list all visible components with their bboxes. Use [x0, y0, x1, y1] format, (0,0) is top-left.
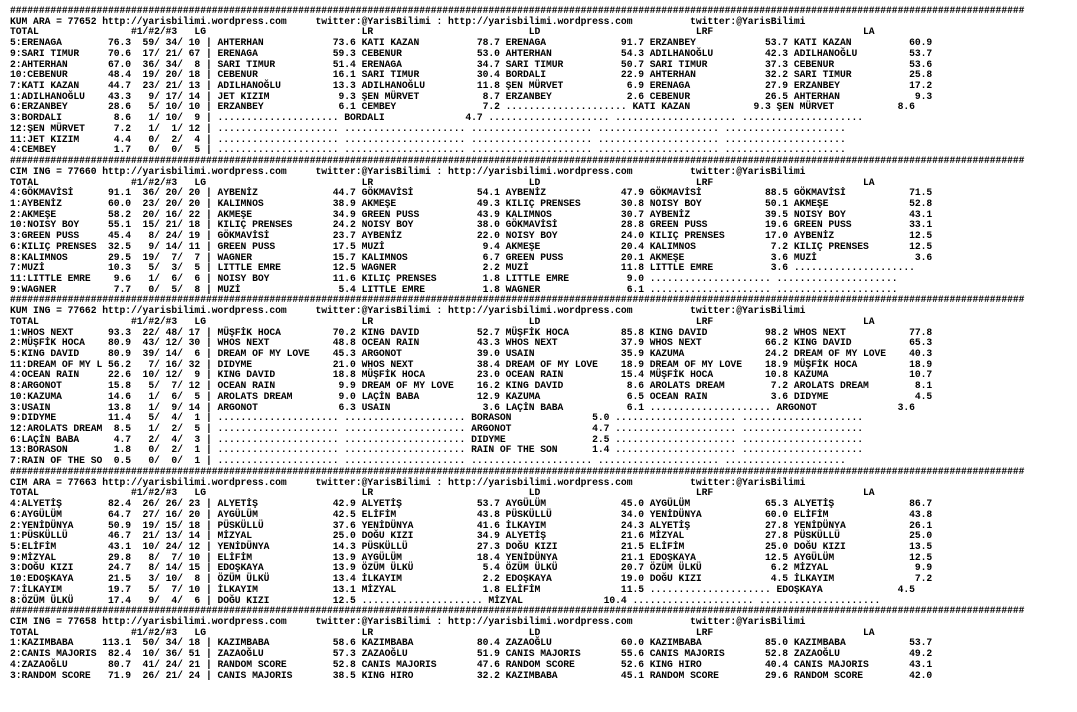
data-row: 12:AROLATS DREAM 8.5 1/ 2/ 5 | ..................... ..................... ARGONOT 4.7 ..................... ..................... — [10, 423, 863, 435]
data-row: 10:CEBENUR 48.4 19/ 20/ 18 | CEBENUR 16.1 SARI TIMUR 30.4 BORDALI 22.9 AHTERHAN 32.2 SARI TIMUR 25.8 — [10, 69, 933, 81]
data-row: 4:CEMBEY 1.7 0/ 0/ 5 | ..................... ..................... ..................... ..................... ..................... — [10, 144, 846, 156]
data-row: 6:KILIÇ PRENSES 32.5 9/ 14/ 11 | GREEN PUSS 17.5 MUZİ 9.4 AKMEŞE 20.4 KALIMNOS 7.2 KILIÇ PRENSES 12.5 — [10, 240, 933, 252]
data-row: 1:AYBENİZ 60.0 23/ 20/ 20 | KALIMNOS 38.9 AKMEŞE 49.3 KILIÇ PRENSES 30.8 NOISY BOY 50.1 AKMEŞE 52.8 — [10, 197, 933, 209]
data-row: 9:SARI TIMUR 70.6 17/ 21/ 67 | ERENAGA 59.3 CEBENUR 53.0 AHTERHAN 54.3 ADILHANOĞLU 42.3 ADILHANOĞLU 53.7 — [10, 47, 933, 59]
data-row: 5:ELİFİM 43.1 10/ 24/ 12 | YENİDÜNYA 14.3 PÜSKÜLLÜ 27.3 DOĞU KIZI 21.5 ELİFİM 25.0 DOĞU KIZI 13.5 — [10, 540, 933, 552]
data-row: 3:GREEN PUSS 45.4 8/ 24/ 19 | GÖKMAVİSİ 23.7 AYBENİZ 22.0 NOISY BOY 24.0 KILIÇ PRENSES 17.0 AYBENİZ 12.5 — [10, 230, 933, 242]
data-row: 11:JET KIZIM 4.4 0/ 2/ 4 | ..................... ..................... ..................... ..................... ..................... — [10, 133, 846, 145]
data-row: 5:ERENAGA 76.3 59/ 34/ 10 | AHTERHAN 73.6 KATI KAZAN 78.7 ERENAGA 91.7 ERZANBEY 53.7 KATI KAZAN 60.9 — [10, 37, 933, 49]
data-row: 1:WHOS NEXT 93.3 22/ 48/ 17 | MÜŞFİK HOCA 70.2 KING DAVID 52.7 MÜŞFİK HOCA 85.8 KING DAVID 98.2 WHOS NEXT 77.8 — [10, 326, 933, 338]
data-row: 2:YENİDÜNYA 50.9 19/ 15/ 18 | PÜSKÜLLÜ 37.6 YENİDÜNYA 41.6 İLKAYIM 24.3 ALYETİŞ 27.8 YENİDÜNYA 26.1 — [10, 519, 933, 531]
data-row: 4:GÖKMAVİSİ 91.1 36/ 20/ 20 | AYBENİZ 44.7 GÖKMAVİSİ 54.1 AYBENİZ 47.9 GÖKMAVİSİ 88.5 GÖKMAVİSİ 71.5 — [10, 187, 933, 199]
data-row: 7:MUZİ 10.3 5/ 3/ 5 | LITTLE EMRE 12.5 WAGNER 2.2 MUZİ 11.8 LITTLE EMRE 3.6 ..................... — [10, 262, 915, 274]
separator-line: ################################################################################################################################################################################ — [10, 5, 1025, 16]
separator-line: ################################################################################################################################################################################ — [10, 465, 1025, 477]
data-row: 8:KALIMNOS 29.5 19/ 7/ 7 | WAGNER 15.7 KALIMNOS 6.7 GREEN PUSS 20.1 AKMEŞE 3.6 MUZİ 3.6 — [10, 251, 933, 263]
data-row: 13:BORASON 1.8 0/ 2/ 1 | ..................... ..................... RAIN OF THE SON 1.4 ..................... ..................... — [10, 444, 863, 456]
data-row: 7:İLKAYIM 19.7 5/ 7/ 10 | İLKAYIM 13.1 MİZYAL 1.8 ELİFİM 11.5 ..................... EDOŞKAYA 4.5 — [10, 583, 915, 595]
data-row: 10:EDOŞKAYA 21.5 3/ 10/ 8 | ÖZÜM ÜLKÜ 13.4 İLKAYIM 2.2 EDOŞKAYA 19.0 DOĞU KIZI 4.5 İLKAYIM 7.2 — [10, 573, 933, 585]
data-row: 6:AYGÜLÜM 64.7 27/ 16/ 20 | AYGÜLÜM 42.5 ELİFİM 43.8 PÜSKÜLLÜ 34.0 YENİDÜNYA 60.0 ELİFİM 43.8 — [10, 508, 933, 520]
data-row: 6:ERZANBEY 28.6 5/ 10/ 10 | ERZANBEY 6.1 CEMBEY 7.2 ..................... KATI KAZAN 9.3 ŞEN MÜRVET 8.6 — [10, 101, 915, 113]
data-row: 1:PÜSKÜLLÜ 46.7 21/ 13/ 14 | MİZYAL 25.0 DOĞU KIZI 34.9 ALYETİŞ 21.6 MİZYAL 27.8 PÜSKÜLLÜ 25.0 — [10, 530, 933, 542]
data-row: 12:ŞEN MÜRVET 7.2 1/ 1/ 12 | ..................... ..................... ..................... ..................... ..................... — [10, 122, 846, 134]
data-row: 2:CANIS MAJORIS 82.4 10/ 36/ 51 | ZAZAOĞLU 57.3 ZAZAOĞLU 51.9 CANIS MAJORIS 55.6 CANIS MAJORIS 52.8 ZAZAOĞLU 49.2 — [10, 648, 933, 660]
column-header-line: TOTAL #1/#2/#3 LG LR LD LRF LA — [10, 315, 875, 327]
data-row: 8:ARGONOT 15.8 5/ 7/ 12 | OCEAN RAIN 9.9 DREAM OF MY LOVE 16.2 KING DAVID 8.6 AROLATS DREAM 7.2 AROLATS DREAM 8.1 — [10, 380, 933, 392]
data-row: 5:KING DAVID 80.9 39/ 14/ 6 | DREAM OF MY LOVE 45.3 ARGONOT 39.0 USAIN 35.9 KAZUMA 24.2 DREAM OF MY LOVE 40.3 — [10, 348, 933, 359]
data-row: 1:KAZIMBABA 113.1 50/ 34/ 18 | KAZIMBABA 58.6 KAZIMBABA 80.4 ZAZAOĞLU 60.0 KAZIMBABA 85.0 KAZIMBABA 53.7 — [10, 637, 933, 649]
column-header-line: TOTAL #1/#2/#3 LG LR LD LRF LA — [10, 26, 875, 38]
data-row: 9:WAGNER 7.7 0/ 5/ 8 | MUZİ 5.4 LITTLE EMRE 1.8 WAGNER 6.1 ..................... ..................... — [10, 283, 898, 295]
race-header-line: CIM ING = 77660 http://yarisbilimi.wordpress.com twitter:@YarisBilimi : http://yarisbilimi.wordpress.com twitter:@YarisBilimi — [10, 165, 806, 177]
data-row: 11:DREAM OF MY L 56.2 7/ 16/ 32 | DIDYME 21.0 WHOS NEXT 38.4 DREAM OF MY LOVE 18.9 DREAM OF MY LOVE 18.9 MÜŞFİK HOCA 18.9 — [10, 358, 933, 370]
data-row: 11:LITTLE EMRE 9.6 1/ 6/ 6 | NOISY BOY 11.6 KILIÇ PRENSES 1.8 LITTLE EMRE 9.0 ..................... ..................... — [10, 272, 898, 284]
data-row: 6:LAÇİN BABA 4.7 2/ 4/ 3 | ..................... ..................... DIDYME 2.5 ..................... ..................... — [10, 433, 863, 445]
data-row: 3:RANDOM SCORE 71.9 26/ 21/ 24 | CANIS MAJORIS 38.5 KING HIRO 32.2 KAZIMBABA 45.1 RANDOM SCORE 29.6 RANDOM SCORE 42.0 — [10, 669, 933, 681]
data-row: 9:DIDYME 11.4 5/ 4/ 1 | ..................... ..................... BORASON 5.0 ..................... ..................... — [10, 412, 863, 424]
data-row: 2:AHTERHAN 67.0 36/ 34/ 8 | SARI TIMUR 51.4 ERENAGA 34.7 SARI TIMUR 50.7 SARI TIMUR 37.3 CEBENUR 53.6 — [10, 58, 933, 70]
data-row: 10:NOISY BOY 55.1 15/ 21/ 18 | KILIÇ PRENSES 24.2 NOISY BOY 38.0 GÖKMAVİSİ 28.8 GREEN PUSS 19.6 GREEN PUSS 33.1 — [10, 219, 933, 231]
data-row: 9:MİZYAL 29.8 8/ 7/ 10 | ELİFİM 13.9 AYGÜLÜM 18.4 YENİDÜNYA 21.1 EDOŞKAYA 12.5 AYGÜLÜM 12.5 — [10, 551, 933, 563]
race-header-line: CIM ING = 77658 http://yarisbilimi.wordpress.com twitter:@YarisBilimi : http://yarisbilimi.wordpress.com twitter:@YarisBilimi — [10, 615, 806, 627]
separator-line: ################################################################################################################################################################################ — [10, 155, 1025, 167]
data-row: 4:ALYETİŞ 82.4 26/ 26/ 23 | ALYETİŞ 42.9 ALYETİŞ 53.7 AYGÜLÜM 45.0 AYGÜLÜM 65.3 ALYETİŞ 86.7 — [10, 498, 933, 510]
race-header-line: CIM ARA = 77663 http://yarisbilimi.wordpress.com twitter:@YarisBilimi : http://yarisbilimi.wordpress.com twitter:@YarisBilimi — [10, 476, 806, 488]
data-row: 3:USAIN 13.8 1/ 9/ 14 | ARGONOT 6.3 USAIN 3.6 LAÇİN BABA 6.1 ..................... ARGONOT 3.6 — [10, 401, 915, 413]
data-row: 3:DOĞU KIZI 24.7 8/ 14/ 15 | EDOŞKAYA 13.9 ÖZÜM ÜLKÜ 5.4 ÖZÜM ÜLKÜ 20.7 ÖZÜM ÜLKÜ 6.2 MİZYAL 9.9 — [10, 562, 933, 574]
data-row: 8:ÖZÜM ÜLKÜ 17.4 9/ 4/ 6 | DOĞU KIZI 12.5 ..................... MİZYAL 10.4 ..................... ..................... — [10, 594, 881, 606]
data-row: 4:ZAZAOĞLU 80.7 41/ 24/ 21 | RANDOM SCORE 52.8 CANIS MAJORIS 47.6 RANDOM SCORE 52.6 KING HIRO 40.4 CANIS MAJORIS 43.1 — [10, 658, 933, 670]
column-header-line: TOTAL #1/#2/#3 LG LR LD LRF LA — [10, 176, 875, 188]
separator-line: ################################################################################################################################################################################ — [10, 605, 1025, 617]
column-header-line: TOTAL #1/#2/#3 LG LR LD LRF LA — [10, 626, 875, 638]
race-header-line: KUM ARA = 77652 http://yarisbilimi.wordpress.com twitter:@YarisBilimi : http://yarisbilimi.wordpress.com twitter:@YarisBilimi — [10, 15, 806, 27]
data-row: 7:KATI KAZAN 44.7 23/ 21/ 13 | ADILHANOĞLU 13.3 ADILHANOĞLU 11.8 ŞEN MÜRVET 6.9 ERENAGA 27.9 ERZANBEY 17.2 — [10, 80, 933, 92]
data-row: 1:ADILHANOĞLU 43.3 9/ 17/ 14 | JET KIZIM 9.3 ŞEN MÜRVET 8.7 ERZANBEY 2.6 CEBENUR 26.5 AHTERHAN 9.3 — [10, 90, 933, 102]
separator-line: ################################################################################################################################################################################ — [10, 294, 1025, 306]
data-row: 7:RAIN OF THE SO 0.5 0/ 0/ 1 | ..................... ..................... ..................... ..................... ..................... — [10, 455, 846, 467]
data-row: 4:OCEAN RAIN 22.6 10/ 12/ 9 | KING DAVID 18.8 MÜŞFİK HOCA 23.0 OCEAN RAIN 15.4 MÜŞFİK HOCA 10.8 KAZUMA 10.7 — [10, 369, 933, 381]
data-row: 2:AKMEŞE 58.2 20/ 16/ 22 | AKMEŞE 34.9 GREEN PUSS 43.9 KALIMNOS 30.7 AYBENİZ 39.5 NOISY BOY 43.1 — [10, 208, 933, 220]
data-row: 3:BORDALI 8.6 1/ 10/ 9 | ..................... BORDALI 4.7 ..................... ..................... ..................... — [10, 112, 863, 124]
race-header-line: KUM ING = 77662 http://yarisbilimi.wordpress.com twitter:@YarisBilimi : http://yarisbilimi.wordpress.com twitter:@YarisBilimi — [10, 305, 806, 317]
data-row: 2:MÜŞFİK HOCA 80.9 43/ 12/ 30 | WHOS NEXT 48.8 OCEAN RAIN 43.3 WHOS NEXT 37.9 WHOS NEXT 66.2 KING DAVID 65.3 — [10, 337, 933, 349]
column-header-line: TOTAL #1/#2/#3 LG LR LD LRF LA — [10, 487, 875, 499]
data-row: 10:KAZUMA 14.6 1/ 6/ 5 | AROLATS DREAM 9.0 LAÇİN BABA 12.9 KAZUMA 6.5 OCEAN RAIN 3.6 DIDYME 4.5 — [10, 390, 933, 402]
